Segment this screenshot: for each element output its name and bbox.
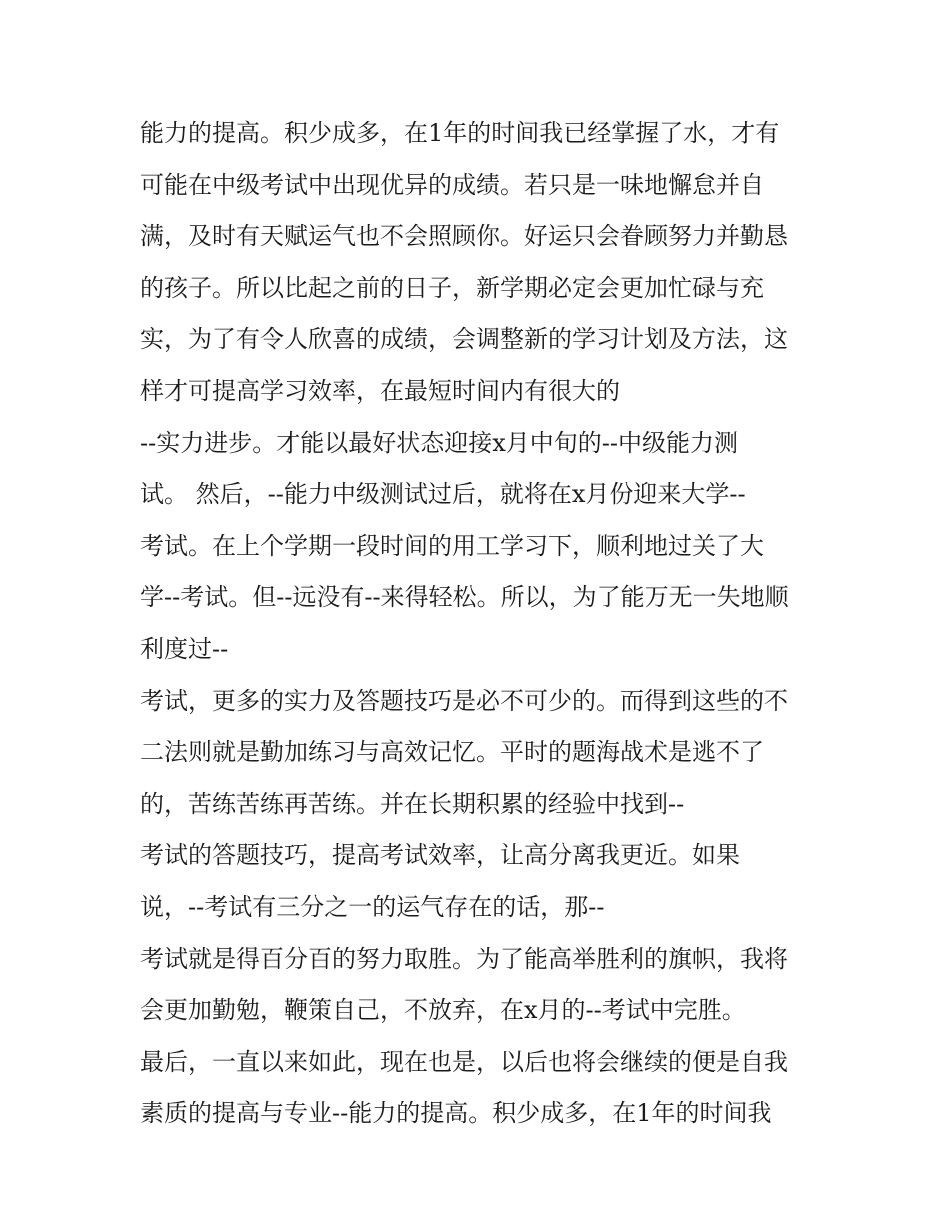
text-line-18: 会更加勤勉，鞭策自己，不放弃，在x月的--考试中完胜。 [140,996,746,1025]
text-line-17: 考试就是得百分百的努力取胜。为了能高举胜利的旗帜，我将 [140,944,788,973]
text-line-12: 考试，更多的实力及答题技巧是必不可少的。而得到这些的不 [140,686,788,715]
text-line-13: 二法则就是勤加练习与高效记忆。平时的题海战术是逃不了 [140,738,764,767]
text-line-3: 满，及时有天赋运气也不会照顾你。好运只会眷顾努力并勤恳 [140,222,788,251]
text-line-6: 样才可提高学习效率，在最短时间内有很大的 [140,376,620,405]
text-line-2: 可能在中级考试中出现优异的成绩。若只是一味地懈怠并自 [140,170,764,199]
text-line-8: 试。 然后，--能力中级测试过后，就将在x月份迎来大学-- [140,480,746,509]
text-line-20: 素质的提高与专业--能力的提高。积少成多，在1年的时间我 [140,1099,772,1128]
text-line-5: 实，为了有令人欣喜的成绩，会调整新的学习计划及方法，这 [140,325,788,354]
text-line-15: 考试的答题技巧，提高考试效率，让高分离我更近。如果 [140,841,740,870]
text-line-4: 的孩子。所以比起之前的日子，新学期必定会更加忙碌与充 [140,273,764,302]
text-line-1: 能力的提高。积少成多，在1年的时间我已经掌握了水，才有 [140,119,780,147]
text-line-9: 考试。在上个学期一段时间的用工学习下，顺利地过关了大 [140,531,764,560]
text-line-11: 利度过-- [140,634,229,663]
text-line-10: 学--考试。但--远没有--来得轻松。所以，为了能万无一失地顺 [140,583,789,612]
text-line-7: --实力进步。才能以最好状态迎接x月中旬的--中级能力测 [140,428,738,457]
text-line-16: 说，--考试有三分之一的运气存在的话，那-- [140,892,605,921]
text-line-19: 最后，一直以来如此，现在也是，以后也将会继续的便是自我 [140,1047,788,1076]
text-line-14: 的，苦练苦练再苦练。并在长期积累的经验中找到-- [140,789,685,818]
body-text [140,108,830,1140]
